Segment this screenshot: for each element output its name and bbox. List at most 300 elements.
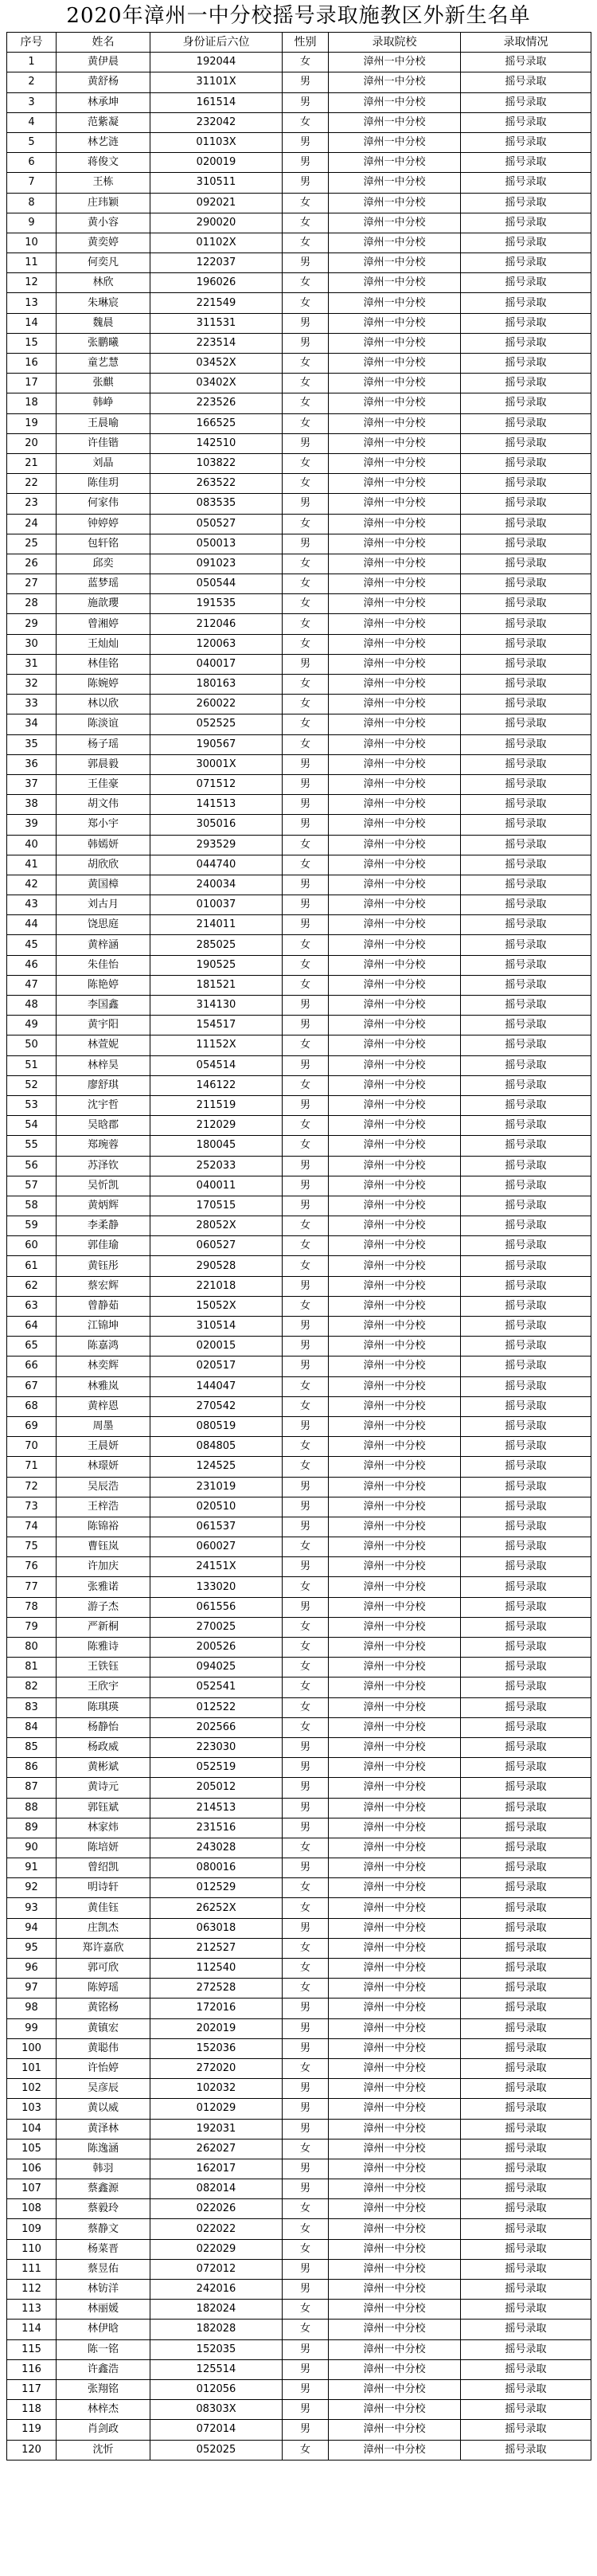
cell-index: 106 (7, 2159, 57, 2179)
cell-status: 摇号录取 (461, 1798, 591, 1818)
cell-gender: 男 (283, 1095, 329, 1115)
table-row (7, 654, 591, 674)
cell-id-suffix: 180045 (150, 1136, 283, 1156)
cell-id-suffix: 182028 (150, 2320, 283, 2339)
cell-index: 114 (7, 2320, 57, 2339)
cell-status: 摇号录取 (461, 1136, 591, 1156)
cell-id-suffix: 161514 (150, 92, 283, 112)
cell-status: 摇号录取 (461, 1156, 591, 1176)
cell-id-suffix: 270025 (150, 1617, 283, 1637)
cell-id-suffix: 170515 (150, 1196, 283, 1216)
table-row (7, 1838, 591, 1858)
cell-name: 王灿灿 (57, 634, 150, 654)
cell-index: 108 (7, 2199, 57, 2219)
cell-status: 摇号录取 (461, 1095, 591, 1115)
cell-name: 张翔铭 (57, 2379, 150, 2399)
cell-school: 漳州一中分校 (329, 1778, 461, 1798)
cell-name: 黄镇宏 (57, 2018, 150, 2038)
table-row (7, 1517, 591, 1537)
table-row (7, 2280, 591, 2300)
cell-status: 摇号录取 (461, 2400, 591, 2420)
table-row (7, 1758, 591, 1778)
cell-name: 朱琳宸 (57, 293, 150, 313)
cell-school: 漳州一中分校 (329, 534, 461, 554)
table-row (7, 1597, 591, 1617)
cell-status: 摇号录取 (461, 1778, 591, 1798)
cell-id-suffix: 063018 (150, 1918, 283, 1938)
cell-index: 78 (7, 1597, 57, 1617)
cell-gender: 男 (283, 1337, 329, 1357)
cell-name: 黄彬斌 (57, 1758, 150, 1778)
cell-name: 林伊晗 (57, 2320, 150, 2339)
cell-id-suffix: 172016 (150, 1999, 283, 2018)
cell-index: 2 (7, 72, 57, 92)
cell-status: 摇号录取 (461, 875, 591, 895)
cell-gender: 男 (283, 2159, 329, 2179)
table-row (7, 2038, 591, 2058)
cell-school: 漳州一中分校 (329, 153, 461, 173)
cell-school: 漳州一中分校 (329, 1497, 461, 1517)
cell-index: 31 (7, 654, 57, 674)
cell-status: 摇号录取 (461, 313, 591, 333)
cell-status: 摇号录取 (461, 915, 591, 935)
cell-gender: 男 (283, 1798, 329, 1818)
cell-status: 摇号录取 (461, 754, 591, 774)
cell-id-suffix: 144047 (150, 1376, 283, 1396)
cell-status: 摇号录取 (461, 1577, 591, 1597)
cell-school: 漳州一中分校 (329, 1537, 461, 1557)
cell-id-suffix: 311531 (150, 313, 283, 333)
cell-status: 摇号录取 (461, 1979, 591, 1999)
cell-name: 魏晨 (57, 313, 150, 333)
cell-index: 56 (7, 1156, 57, 1176)
cell-status: 摇号录取 (461, 193, 591, 213)
cell-name: 许怡婷 (57, 2058, 150, 2078)
cell-name: 陈培妍 (57, 1838, 150, 1858)
cell-name: 郭佳瑜 (57, 1236, 150, 1256)
cell-school: 漳州一中分校 (329, 273, 461, 293)
cell-name: 黄梓涵 (57, 935, 150, 955)
cell-gender: 男 (283, 1999, 329, 2018)
cell-status: 摇号录取 (461, 1337, 591, 1357)
cell-name: 陈婷瑶 (57, 1979, 150, 1999)
cell-name: 黄炳辉 (57, 1196, 150, 1216)
cell-id-suffix: 240034 (150, 875, 283, 895)
cell-school: 漳州一中分校 (329, 53, 461, 72)
cell-gender: 女 (283, 233, 329, 253)
cell-index: 61 (7, 1256, 57, 1276)
cell-index: 47 (7, 975, 57, 995)
cell-gender: 女 (283, 574, 329, 594)
table-row (7, 2018, 591, 2038)
cell-status: 摇号录取 (461, 1396, 591, 1416)
cell-school: 漳州一中分校 (329, 915, 461, 935)
cell-status: 摇号录取 (461, 1638, 591, 1658)
cell-school: 漳州一中分校 (329, 2400, 461, 2420)
cell-index: 83 (7, 1697, 57, 1717)
cell-school: 漳州一中分校 (329, 474, 461, 494)
cell-index: 88 (7, 1798, 57, 1818)
cell-school: 漳州一中分校 (329, 1818, 461, 1838)
cell-gender: 女 (283, 2300, 329, 2320)
cell-id-suffix: 080519 (150, 1416, 283, 1436)
cell-index: 21 (7, 453, 57, 473)
table-row (7, 1577, 591, 1597)
cell-status: 摇号录取 (461, 975, 591, 995)
cell-id-suffix: 040017 (150, 654, 283, 674)
cell-school: 漳州一中分校 (329, 1317, 461, 1337)
cell-index: 32 (7, 675, 57, 695)
cell-status: 摇号录取 (461, 474, 591, 494)
cell-id-suffix: 214011 (150, 915, 283, 935)
cell-name: 李国鑫 (57, 996, 150, 1016)
header-index: 序号 (7, 33, 57, 53)
cell-status: 摇号录取 (461, 855, 591, 875)
cell-id-suffix: 052525 (150, 714, 283, 734)
cell-school: 漳州一中分校 (329, 393, 461, 413)
cell-id-suffix: 050544 (150, 574, 283, 594)
cell-gender: 男 (283, 795, 329, 815)
cell-status: 摇号录取 (461, 2159, 591, 2179)
cell-school: 漳州一中分校 (329, 2119, 461, 2139)
cell-status: 摇号录取 (461, 2379, 591, 2399)
cell-name: 曹钰岚 (57, 1537, 150, 1557)
cell-school: 漳州一中分校 (329, 1999, 461, 2018)
cell-id-suffix: 012529 (150, 1878, 283, 1898)
table-row (7, 2440, 591, 2460)
cell-index: 120 (7, 2440, 57, 2460)
cell-status: 摇号录取 (461, 453, 591, 473)
table-row (7, 774, 591, 794)
cell-id-suffix: 091023 (150, 554, 283, 574)
cell-id-suffix: 243028 (150, 1838, 283, 1858)
cell-gender: 女 (283, 413, 329, 433)
cell-school: 漳州一中分校 (329, 1959, 461, 1979)
cell-school: 漳州一中分校 (329, 453, 461, 473)
cell-gender: 女 (283, 213, 329, 233)
cell-status: 摇号录取 (461, 654, 591, 674)
cell-gender: 女 (283, 1577, 329, 1597)
table-row (7, 875, 591, 895)
cell-id-suffix: 293529 (150, 835, 283, 855)
cell-id-suffix: 290020 (150, 213, 283, 233)
cell-status: 摇号录取 (461, 1557, 591, 1577)
cell-school: 漳州一中分校 (329, 2339, 461, 2359)
cell-id-suffix: 141513 (150, 795, 283, 815)
cell-id-suffix: 192031 (150, 2119, 283, 2139)
table-row (7, 2159, 591, 2179)
cell-status: 摇号录取 (461, 1597, 591, 1617)
cell-name: 陈艳婷 (57, 975, 150, 995)
table-row (7, 92, 591, 112)
cell-id-suffix: 231019 (150, 1477, 283, 1497)
header-school: 录取院校 (329, 33, 461, 53)
cell-gender: 女 (283, 273, 329, 293)
table-row (7, 2400, 591, 2420)
table-row (7, 1116, 591, 1136)
cell-index: 86 (7, 1758, 57, 1778)
cell-gender: 女 (283, 1437, 329, 1457)
table-row (7, 333, 591, 353)
cell-status: 摇号录取 (461, 734, 591, 754)
cell-gender: 女 (283, 1838, 329, 1858)
cell-id-suffix: 03452X (150, 354, 283, 374)
cell-index: 73 (7, 1497, 57, 1517)
cell-gender: 女 (283, 1075, 329, 1095)
cell-name: 张雅诺 (57, 1577, 150, 1597)
cell-gender: 女 (283, 1898, 329, 1918)
cell-gender: 男 (283, 1357, 329, 1376)
cell-index: 66 (7, 1357, 57, 1376)
cell-id-suffix: 03402X (150, 374, 283, 393)
cell-index: 62 (7, 1276, 57, 1296)
cell-name: 何奕凡 (57, 253, 150, 273)
cell-school: 漳州一中分校 (329, 1517, 461, 1537)
cell-id-suffix: 205012 (150, 1778, 283, 1798)
cell-status: 摇号录取 (461, 213, 591, 233)
cell-name: 范紫凝 (57, 112, 150, 132)
cell-school: 漳州一中分校 (329, 2259, 461, 2279)
cell-name: 林佳铭 (57, 654, 150, 674)
cell-id-suffix: 012029 (150, 2099, 283, 2119)
table-row (7, 714, 591, 734)
table-row (7, 1095, 591, 1115)
table-row (7, 2058, 591, 2078)
cell-school: 漳州一中分校 (329, 1196, 461, 1216)
cell-index: 7 (7, 173, 57, 193)
cell-gender: 男 (283, 2339, 329, 2359)
table-row (7, 153, 591, 173)
cell-gender: 男 (283, 2099, 329, 2119)
table-row (7, 233, 591, 253)
cell-name: 陈一铭 (57, 2339, 150, 2359)
cell-name: 包轩铭 (57, 534, 150, 554)
cell-index: 15 (7, 333, 57, 353)
cell-gender: 男 (283, 895, 329, 915)
cell-school: 漳州一中分校 (329, 213, 461, 233)
cell-id-suffix: 212046 (150, 614, 283, 634)
cell-gender: 男 (283, 1196, 329, 1216)
cell-index: 60 (7, 1236, 57, 1256)
cell-status: 摇号录取 (461, 1457, 591, 1477)
cell-name: 游子杰 (57, 1597, 150, 1617)
cell-status: 摇号录取 (461, 112, 591, 132)
cell-name: 蔡鑫源 (57, 2179, 150, 2199)
cell-index: 85 (7, 1737, 57, 1757)
cell-status: 摇号录取 (461, 594, 591, 614)
cell-index: 28 (7, 594, 57, 614)
cell-status: 摇号录取 (461, 2018, 591, 2038)
cell-id-suffix: 15052X (150, 1296, 283, 1316)
cell-id-suffix: 211519 (150, 1095, 283, 1115)
cell-id-suffix: 162017 (150, 2159, 283, 2179)
cell-status: 摇号录取 (461, 1416, 591, 1436)
cell-status: 摇号录取 (461, 354, 591, 374)
cell-gender: 女 (283, 514, 329, 534)
cell-gender: 男 (283, 2259, 329, 2279)
table-row (7, 1697, 591, 1717)
cell-id-suffix: 061556 (150, 1597, 283, 1617)
table-row (7, 494, 591, 514)
table-row (7, 1256, 591, 1276)
cell-status: 摇号录取 (461, 1999, 591, 2018)
cell-school: 漳州一中分校 (329, 233, 461, 253)
cell-school: 漳州一中分校 (329, 2219, 461, 2239)
cell-index: 38 (7, 795, 57, 815)
cell-name: 黄梓恩 (57, 1396, 150, 1416)
cell-index: 101 (7, 2058, 57, 2078)
cell-school: 漳州一中分校 (329, 92, 461, 112)
cell-id-suffix: 180163 (150, 675, 283, 695)
table-row (7, 1437, 591, 1457)
table-row (7, 1136, 591, 1156)
table-row (7, 72, 591, 92)
cell-gender: 男 (283, 153, 329, 173)
cell-name: 王欣宇 (57, 1678, 150, 1697)
cell-index: 49 (7, 1016, 57, 1035)
cell-index: 118 (7, 2400, 57, 2420)
table-row (7, 253, 591, 273)
cell-school: 漳州一中分校 (329, 413, 461, 433)
cell-id-suffix: 040011 (150, 1176, 283, 1196)
cell-gender: 女 (283, 1116, 329, 1136)
cell-name: 黄舒杨 (57, 72, 150, 92)
cell-name: 何家伟 (57, 494, 150, 514)
table-row (7, 554, 591, 574)
cell-id-suffix: 290528 (150, 1256, 283, 1276)
cell-index: 59 (7, 1216, 57, 1236)
cell-gender: 女 (283, 2320, 329, 2339)
cell-name: 蔡静文 (57, 2219, 150, 2239)
cell-status: 摇号录取 (461, 253, 591, 273)
cell-gender: 男 (283, 1818, 329, 1838)
cell-gender: 女 (283, 1035, 329, 1055)
cell-status: 摇号录取 (461, 554, 591, 574)
table-row (7, 1055, 591, 1075)
cell-gender: 女 (283, 1396, 329, 1416)
cell-gender: 男 (283, 915, 329, 935)
cell-name: 郑许嘉欣 (57, 1938, 150, 1958)
cell-gender: 男 (283, 2359, 329, 2379)
cell-index: 74 (7, 1517, 57, 1537)
table-row (7, 1317, 591, 1337)
cell-school: 漳州一中分校 (329, 1638, 461, 1658)
table-row (7, 1156, 591, 1176)
cell-index: 69 (7, 1416, 57, 1436)
table-row (7, 1196, 591, 1216)
cell-school: 漳州一中分校 (329, 1176, 461, 1196)
cell-gender: 女 (283, 1457, 329, 1477)
cell-index: 92 (7, 1878, 57, 1898)
cell-status: 摇号录取 (461, 1035, 591, 1055)
cell-status: 摇号录取 (461, 1758, 591, 1778)
cell-id-suffix: 052541 (150, 1678, 283, 1697)
cell-index: 4 (7, 112, 57, 132)
cell-status: 摇号录取 (461, 2259, 591, 2279)
cell-school: 漳州一中分校 (329, 2359, 461, 2379)
cell-name: 林家炜 (57, 1818, 150, 1838)
cell-index: 79 (7, 1617, 57, 1637)
cell-status: 摇号录取 (461, 2199, 591, 2219)
cell-school: 漳州一中分校 (329, 1898, 461, 1918)
cell-status: 摇号录取 (461, 1959, 591, 1979)
cell-id-suffix: 061537 (150, 1517, 283, 1537)
cell-status: 摇号录取 (461, 935, 591, 955)
cell-gender: 女 (283, 1938, 329, 1958)
cell-status: 摇号录取 (461, 173, 591, 193)
cell-name: 林梓杰 (57, 2400, 150, 2420)
table-row (7, 2259, 591, 2279)
cell-status: 摇号录取 (461, 2440, 591, 2460)
cell-status: 摇号录取 (461, 1838, 591, 1858)
cell-index: 20 (7, 433, 57, 453)
cell-school: 漳州一中分校 (329, 313, 461, 333)
cell-gender: 女 (283, 1256, 329, 1276)
cell-index: 29 (7, 614, 57, 634)
cell-status: 摇号录取 (461, 1678, 591, 1697)
cell-name: 陈逸涵 (57, 2139, 150, 2159)
cell-gender: 女 (283, 474, 329, 494)
cell-id-suffix: 272020 (150, 2058, 283, 2078)
cell-school: 漳州一中分校 (329, 594, 461, 614)
cell-school: 漳州一中分校 (329, 2099, 461, 2119)
cell-school: 漳州一中分校 (329, 1838, 461, 1858)
cell-status: 摇号录取 (461, 895, 591, 915)
cell-id-suffix: 260022 (150, 695, 283, 714)
cell-school: 漳州一中分校 (329, 835, 461, 855)
cell-name: 林奕辉 (57, 1357, 150, 1376)
table-row (7, 1296, 591, 1316)
cell-index: 45 (7, 935, 57, 955)
cell-name: 郑琬蓉 (57, 1136, 150, 1156)
cell-status: 摇号录取 (461, 634, 591, 654)
table-row (7, 795, 591, 815)
cell-school: 漳州一中分校 (329, 2038, 461, 2058)
cell-school: 漳州一中分校 (329, 1276, 461, 1296)
table-row (7, 1778, 591, 1798)
cell-id-suffix: 054514 (150, 1055, 283, 1075)
cell-status: 摇号录取 (461, 1517, 591, 1537)
table-row (7, 1737, 591, 1757)
cell-index: 1 (7, 53, 57, 72)
cell-status: 摇号录取 (461, 1858, 591, 1878)
cell-name: 杨子瑶 (57, 734, 150, 754)
cell-id-suffix: 252033 (150, 1156, 283, 1176)
cell-status: 摇号录取 (461, 1878, 591, 1898)
cell-index: 25 (7, 534, 57, 554)
cell-name: 林艺涟 (57, 132, 150, 152)
cell-name: 曾绍凯 (57, 1858, 150, 1878)
cell-status: 摇号录取 (461, 53, 591, 72)
cell-name: 蔡宏辉 (57, 1276, 150, 1296)
cell-index: 94 (7, 1918, 57, 1938)
cell-status: 摇号录取 (461, 1376, 591, 1396)
cell-gender: 男 (283, 1517, 329, 1537)
cell-index: 51 (7, 1055, 57, 1075)
cell-id-suffix: 223030 (150, 1737, 283, 1757)
cell-index: 96 (7, 1959, 57, 1979)
cell-gender: 男 (283, 173, 329, 193)
cell-index: 82 (7, 1678, 57, 1697)
cell-index: 27 (7, 574, 57, 594)
cell-index: 81 (7, 1658, 57, 1678)
table-row (7, 2099, 591, 2119)
cell-index: 71 (7, 1457, 57, 1477)
cell-school: 漳州一中分校 (329, 996, 461, 1016)
cell-status: 摇号录取 (461, 494, 591, 514)
cell-id-suffix: 212527 (150, 1938, 283, 1958)
cell-gender: 女 (283, 634, 329, 654)
